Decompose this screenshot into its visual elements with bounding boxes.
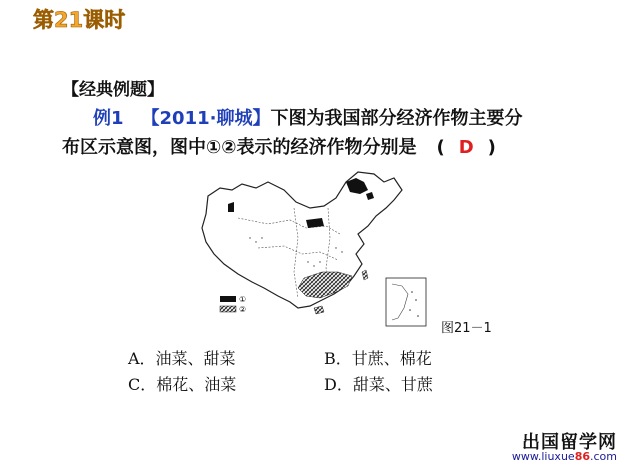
figure-caption: 图21－1 — [441, 321, 492, 336]
watermark-url-part3: .com — [590, 450, 617, 463]
paren-close: ) — [487, 137, 496, 158]
section-heading: 【经典例题】 — [62, 80, 164, 100]
legend-label-1: ① — [239, 295, 247, 304]
paren-open: ( — [436, 137, 445, 158]
crop-region-2-taiwan — [362, 270, 368, 280]
crop-region-2-hainan — [314, 306, 324, 314]
watermark-url-part2: 86 — [574, 450, 590, 463]
legend-label-2: ② — [239, 305, 247, 314]
option-d: D．甜菜、甘蔗 — [324, 375, 433, 394]
question-label: 例1 — [93, 108, 124, 129]
question-text-1: 下图为我国部分经济作物主要分 — [270, 108, 523, 129]
question-text-2: 布区示意图，图中①②表示的经济作物分别是 — [62, 137, 417, 158]
option-c: C．棉花、油菜 — [128, 375, 237, 394]
watermark-site-name: 出国留学网 — [522, 432, 617, 453]
question-line-2 — [62, 133, 496, 159]
option-b: B．甘蔗、棉花 — [324, 349, 432, 368]
option-a: A．油菜、甜菜 — [128, 349, 236, 368]
answer-options — [128, 346, 520, 398]
question-line-1 — [93, 104, 522, 130]
lesson-title: 第21课时 — [33, 8, 126, 32]
watermark-url — [512, 450, 617, 463]
map-legend — [220, 295, 246, 314]
china-crop-map — [198, 168, 438, 328]
question-source-tag: 【2011·聊城】 — [141, 108, 271, 129]
answer-text: D — [458, 137, 474, 158]
watermark-url-part1: www.liuxue — [511, 450, 575, 463]
